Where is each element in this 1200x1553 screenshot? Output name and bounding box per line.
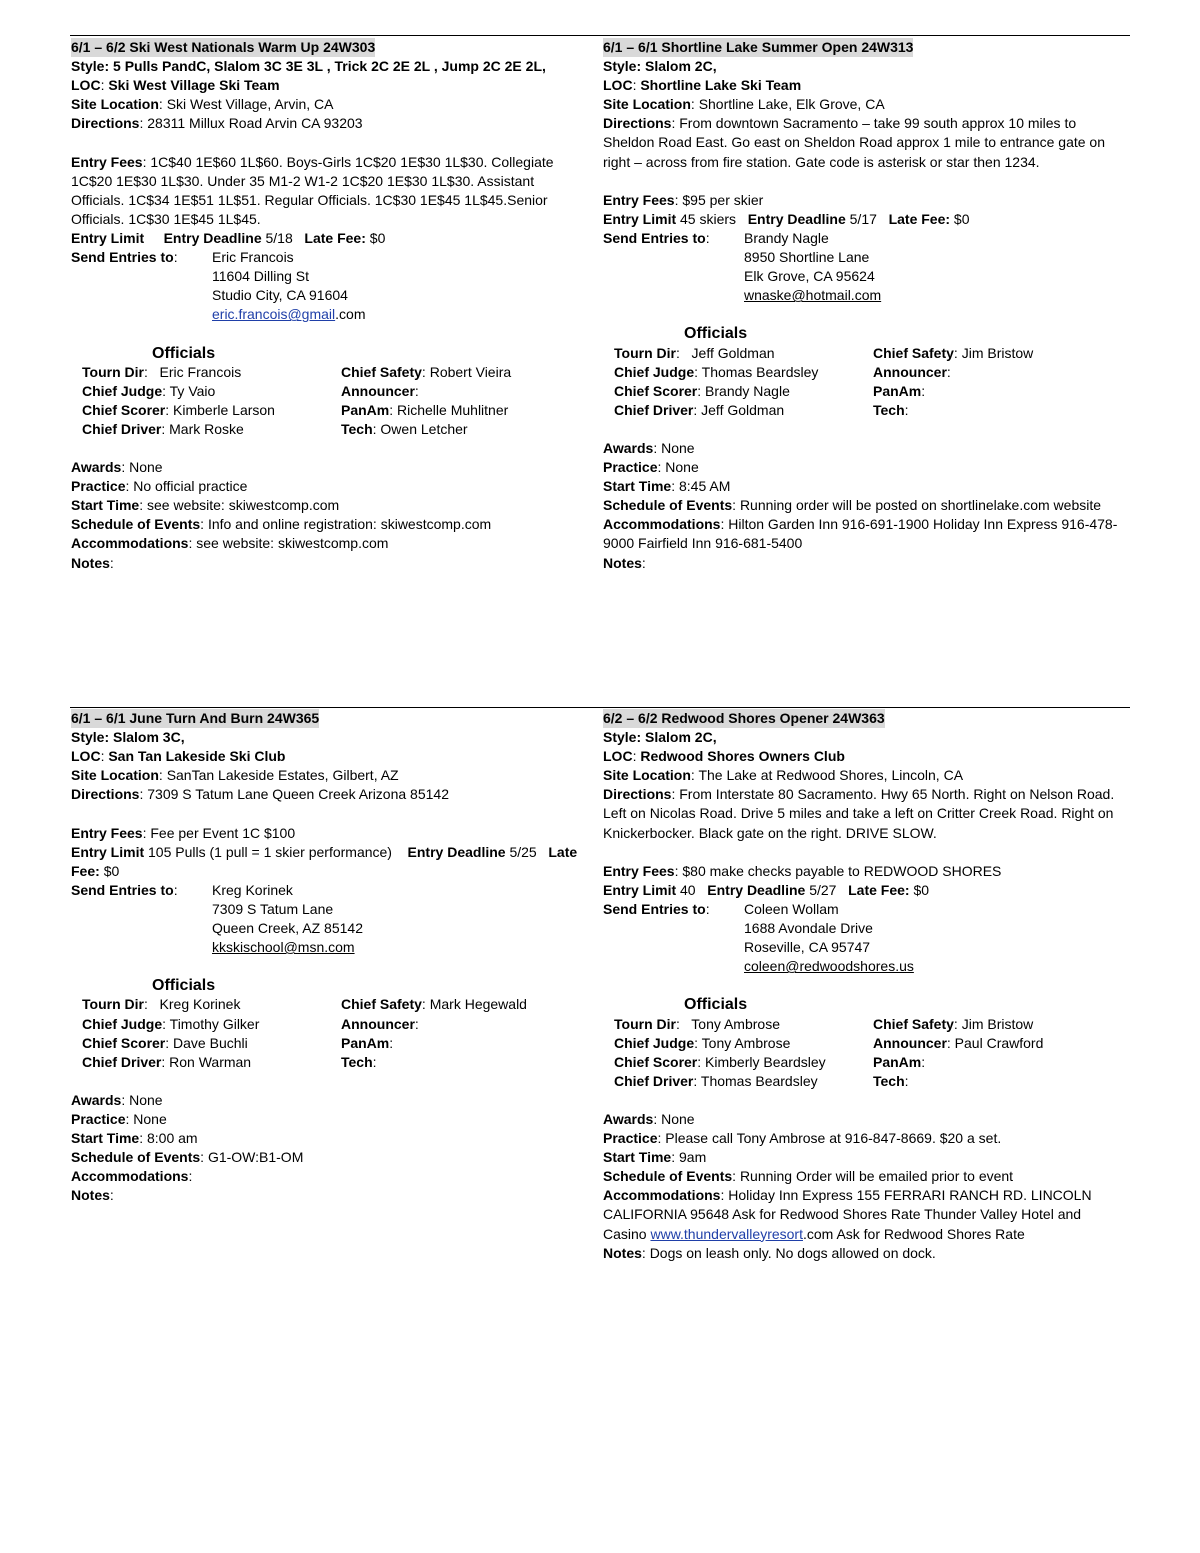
event-fees: Fee per Event 1C $100 <box>150 824 296 841</box>
event-style: Style: 5 Pulls PandC, Slalom 3C 3E 3L , Trick 2C 2E 2L , Jump 2C 2E 2L, <box>71 58 546 75</box>
event-style: Style: Slalom 2C, <box>603 58 717 75</box>
practice: None <box>133 1110 167 1127</box>
send-city: Queen Creek, AZ 85142 <box>212 920 363 937</box>
chief-scorer: Kimberly Beardsley <box>705 1053 826 1070</box>
send-city: Roseville, CA 95747 <box>744 939 871 956</box>
event-late-fee: $0 <box>913 881 930 898</box>
event-deadline: 5/27 <box>809 881 837 898</box>
send-city: Elk Grove, CA 95624 <box>744 268 875 285</box>
event-directions: 28311 Millux Road Arvin CA 93203 <box>147 115 363 132</box>
chief-driver: Thomas Beardsley <box>700 1072 818 1089</box>
event-loc: Ski West Village Ski Team <box>108 77 280 94</box>
schedule: Running Order will be emailed prior to event <box>739 1168 1014 1185</box>
chief-judge: Thomas Beardsley <box>701 363 819 380</box>
event-site: Shortline Lake, Elk Grove, CA <box>698 96 885 113</box>
awards: None <box>129 1091 163 1108</box>
event-ski-west-nationals: 6/1 – 6/2 Ski West Nationals Warm Up 24W303 Style: 5 Pulls PandC, Slalom 3C 3E 3L , Trick 2C 2E 2L , Jump 2C 2E 2L, LOC: Ski West Village Ski Team Site Location: Ski West Village, Arvin, CA Directions: 28311 Millux Road Arvin CA 93203 Entry Fees: 1C$40 1E$60 1L$60. Boys-Girls 1C$20 1E$30 1L$30. Collegiate 1C$20 1E$30 1L$30. Under 35 M1-2 W1-2 1C$20 1E$30 1L$30. Assistant Officials. 1C$34 1E$51 1L$51. Regular Officials. 1C$30 1E$45 1L$45.Senior Officials. 1C$30 1E$45 1L$45. Entry Limit Entry Deadline 5/18 Late Fee: $0 Send Entries to: Eric Francois 11604 Dilling St Studio City, CA 91604 eric.francois@gmail.com Officials Tourn Dir: Eric Francois Chief Safety: Robert Vieira Chief Judge: Ty Vaio Announcer: Chief Scorer: Kimberle Larson PanAm: Richelle Muhlitner Chief Driver: Mark Roske Tech: Owen Letcher Awards: None Practice: No official practice Start Time: see website: skiwestcomp.com Schedule of Events: Info and online registration: skiwestcomp.com Accommodations: see website: skiwestcomp.com Notes: <box>71 38 591 573</box>
event-style: Style: Slalom 2C, <box>603 729 717 746</box>
send-street: 8950 Shortline Lane <box>744 249 870 266</box>
event-site: Ski West Village, Arvin, CA <box>166 96 334 113</box>
tourn-dir: Jeff Goldman <box>691 344 775 361</box>
officials-heading: Officials <box>152 344 216 362</box>
chief-scorer: Kimberle Larson <box>173 401 275 418</box>
event-shortline-lake: 6/1 – 6/1 Shortline Lake Summer Open 24W313 Style: Slalom 2C, LOC: Shortline Lake Ski Team Site Location: Shortline Lake, Elk Grove, CA Directions: From downtown Sacramento – take 99 south approx 10 miles to Sheldon Road East. Go east on Sheldon Road approx 1 mile to entrance gate on right – across from fire station. Gate code is asterisk or star then 1234. Entry Fees: $95 per skier Entry Limit 45 skiers Entry Deadline 5/17 Late Fee: $0 Send Entries to: Brandy Nagle 8950 Shortline Lane Elk Grove, CA 95624 wnaske@hotmail.com Officials Tourn Dir: Jeff Goldman Chief Safety: Jim Bristow Chief Judge: Thomas Beardsley Announcer: Chief Scorer: Brandy Nagle PanAm: Chief Driver: Jeff Goldman Tech: Awards: None Practice: None Start Time: 8:45 AM Schedule of Events: Running order will be posted on shortlinelake.com website Accommodations: Hilton Garden Inn 916-691-1900 Holiday Inn Express 916-478-9000 Fairfield Inn 916-681-5400 Notes: <box>603 38 1123 573</box>
event-fees: $80 make checks payable to REDWOOD SHORES <box>682 862 1002 879</box>
event-deadline: 5/25 <box>509 843 537 860</box>
event-fees: $95 per skier <box>682 191 764 208</box>
event-title: 6/2 – 6/2 Redwood Shores Opener 24W363 <box>603 709 885 728</box>
send-name: Brandy Nagle <box>744 229 829 246</box>
accommodations: Hilton Garden Inn 916-691-1900 Holiday Inn Express 916-478-9000 Fairfield Inn 916-681-5400 <box>603 516 1118 552</box>
practice: No official practice <box>133 478 248 495</box>
chief-judge: Timothy Gilker <box>169 1015 260 1032</box>
event-directions: 7309 S Tatum Lane Queen Creek Arizona 85142 <box>147 786 449 803</box>
officials-heading: Officials <box>684 325 748 343</box>
event-limit: 105 Pulls (1 pull = 1 skier performance) <box>148 843 392 860</box>
start-time: 8:45 AM <box>679 478 731 495</box>
send-entries: Send Entries to: Coleen Wollam 1688 Avondale Drive Roseville, CA 95747 coleen@redwoodshores.us <box>603 900 1123 976</box>
send-street: 11604 Dilling St <box>212 268 310 285</box>
send-email-link[interactable]: coleen@redwoodshores.us <box>744 958 914 975</box>
chief-safety: Robert Vieira <box>429 363 512 380</box>
awards: None <box>661 1110 695 1127</box>
event-loc: San Tan Lakeside Ski Club <box>108 748 286 765</box>
event-directions: From downtown Sacramento – take 99 south approx 10 miles to Sheldon Road East. Go east on Sheldon Road approx 1 mile to entrance gate on right – across from fire station. Gate code is asterisk or star then 1234. <box>603 115 1106 170</box>
start-time: 9am <box>679 1149 707 1166</box>
schedule: Running order will be posted on shortlinelake.com website <box>739 497 1102 514</box>
officials-grid: Tourn Dir: Eric Francois Chief Safety: Robert Vieira Chief Judge: Ty Vaio Announcer: Chief Scorer: Kimberle Larson PanAm: Richelle Muhlitner Chief Driver: Mark Roske Tech: Owen Letcher <box>82 363 512 437</box>
chief-safety: Mark Hegewald <box>429 996 527 1013</box>
event-june-turn-and-burn: 6/1 – 6/1 June Turn And Burn 24W365 Style: Slalom 3C, LOC: San Tan Lakeside Ski Club Site Location: SanTan Lakeside Estates, Gilbert, AZ Directions: 7309 S Tatum Lane Queen Creek Arizona 85142 Entry Fees: Fee per Event 1C $100 Entry Limit 105 Pulls (1 pull = 1 skier performance) Entry Deadline 5/25 Late Fee: $0 Send Entries to: Kreg Korinek 7309 S Tatum Lane Queen Creek, AZ 85142 kkskischool@msn.com Officials Tourn Dir: Kreg Korinek Chief Safety: Mark Hegewald Chief Judge: Timothy Gilker Announcer: Chief Scorer: Dave Buchli PanAm: Chief Driver: Ron Warman Tech: Awards: None Practice: None Start Time: 8:00 am Schedule of Events: G1-OW:B1-OM Accommodations: Notes: <box>71 709 591 1205</box>
officials-heading: Officials <box>684 996 748 1014</box>
accommodations: see website: skiwestcomp.com <box>196 535 389 552</box>
event-title: 6/1 – 6/1 June Turn And Burn 24W365 <box>71 709 319 728</box>
officials-grid: Tourn Dir: Tony Ambrose Chief Safety: Jim Bristow Chief Judge: Tony Ambrose Announcer: Paul Crawford Chief Scorer: Kimberly Beardsley PanAm: Chief Driver: Thomas Beardsley Tech: <box>614 1015 1044 1089</box>
chief-safety: Jim Bristow <box>961 344 1034 361</box>
event-late-fee: $0 <box>369 229 386 246</box>
panam: Richelle Muhlitner <box>397 401 509 418</box>
send-name: Eric Francois <box>212 249 294 266</box>
start-time: see website: skiwestcomp.com <box>147 497 340 514</box>
awards: None <box>129 459 163 476</box>
event-deadline: 5/17 <box>849 210 877 227</box>
notes: Dogs on leash only. No dogs allowed on dock. <box>649 1244 936 1261</box>
practice: Please call Tony Ambrose at 916-847-8669. $20 a set. <box>665 1130 1002 1147</box>
event-late-fee: $0 <box>103 862 120 879</box>
event-loc: Shortline Lake Ski Team <box>640 77 802 94</box>
send-entries: Send Entries to: Brandy Nagle 8950 Shortline Lane Elk Grove, CA 95624 wnaske@hotmail.com <box>603 229 1123 305</box>
chief-driver: Ron Warman <box>169 1053 252 1070</box>
send-email-link[interactable]: kkskischool@msn.com <box>212 939 355 956</box>
event-limit: 40 <box>680 881 696 898</box>
chief-judge: Tony Ambrose <box>701 1034 791 1051</box>
chief-scorer: Brandy Nagle <box>705 382 790 399</box>
event-loc: Redwood Shores Owners Club <box>640 748 845 765</box>
event-title: 6/1 – 6/2 Ski West Nationals Warm Up 24W303 <box>71 38 375 57</box>
middle-rule <box>70 707 1130 708</box>
practice: None <box>665 459 699 476</box>
send-street: 7309 S Tatum Lane <box>212 900 334 917</box>
event-fees: 1C$40 1E$60 1L$60. Boys-Girls 1C$20 1E$30 1L$30. Collegiate 1C$20 1E$30 1L$30. Under 35 M1-2 W1-2 1C$20 1E$30 1L$30. Assistant Officials. 1C$34 1E$51 1L$51. Regular Officials. 1C$30 1E$45 1L$45.Senior Officials. 1C$30 1E$45 1L$45. <box>71 153 554 227</box>
officials-grid: Tourn Dir: Kreg Korinek Chief Safety: Mark Hegewald Chief Judge: Timothy Gilker Announcer: Chief Scorer: Dave Buchli PanAm: Chief Driver: Ron Warman Tech: <box>82 996 527 1070</box>
schedule: Info and online registration: skiwestcomp.com <box>207 516 492 533</box>
tourn-dir: Kreg Korinek <box>159 996 241 1013</box>
chief-scorer: Dave Buchli <box>173 1034 248 1051</box>
chief-driver: Jeff Goldman <box>701 401 785 418</box>
event-style: Style: Slalom 3C, <box>71 729 185 746</box>
accommodations: Holiday Inn Express 155 FERRARI RANCH RD. LINCOLN CALIFORNIA 95648 Ask for Redwood Shores Rate Thunder Valley Hotel and Casino <box>603 1187 1092 1242</box>
announcer: Paul Crawford <box>954 1034 1044 1051</box>
event-directions: From Interstate 80 Sacramento. Hwy 65 North. Right on Nelson Road. Left on Nicolas Road. Drive 5 miles and take a left on Critter Creek Road. Right on Knickerbocker. Black gate on the right. DRIVE SLOW. <box>603 786 1115 841</box>
event-limit: 45 skiers <box>680 210 737 227</box>
send-email-link[interactable]: eric.francois@gmail <box>212 306 336 323</box>
thundervalley-link[interactable]: www.thundervalleyresort <box>650 1225 803 1242</box>
chief-driver: Mark Roske <box>169 420 244 437</box>
chief-safety: Jim Bristow <box>961 1015 1034 1032</box>
send-name: Coleen Wollam <box>744 900 839 917</box>
send-street: 1688 Avondale Drive <box>744 920 873 937</box>
event-late-fee: $0 <box>953 210 970 227</box>
top-rule <box>70 35 1130 36</box>
schedule: G1-OW:B1-OM <box>207 1149 304 1166</box>
event-title: 6/1 – 6/1 Shortline Lake Summer Open 24W313 <box>603 38 913 57</box>
officials-grid: Tourn Dir: Jeff Goldman Chief Safety: Jim Bristow Chief Judge: Thomas Beardsley Announcer: Chief Scorer: Brandy Nagle PanAm: Chief Driver: Jeff Goldman Tech: <box>614 344 1034 418</box>
event-site: The Lake at Redwood Shores, Lincoln, CA <box>698 767 964 784</box>
event-redwood-shores-opener: 6/2 – 6/2 Redwood Shores Opener 24W363 Style: Slalom 2C, LOC: Redwood Shores Owners Club Site Location: The Lake at Redwood Shores, Lincoln, CA Directions: From Interstate 80 Sacramento. Hwy 65 North. Right on Nelson Road. Left on Nicolas Road. Drive 5 miles and take a left on Critter Creek Road. Right on Knickerbocker. Black gate on the right. DRIVE SLOW. Entry Fees: $80 make checks payable to REDWOOD SHORES Entry Limit 40 Entry Deadline 5/27 Late Fee: $0 Send Entries to: Coleen Wollam 1688 Avondale Drive Roseville, CA 95747 coleen@redwoodshores.us Officials Tourn Dir: Tony Ambrose Chief Safety: Jim Bristow Chief Judge: Tony Ambrose Announcer: Paul Crawford Chief Scorer: Kimberly Beardsley PanAm: Chief Driver: Thomas Beardsley Tech: Awards: None Practice: Please call Tony Ambrose at 916-847-8669. $20 a set. Start Time: 9am Schedule of Events: Running Order will be emailed prior to event Accommodations: Holiday Inn Express 155 FERRARI RANCH RD. LINCOLN CALIFORNIA 95648 Ask for Redwood Shores Rate Thunder Valley Hotel and Casino www.thundervalleyresort.com Ask for Redwood Shores Rate Notes: Dogs on leash only. No dogs allowed on dock. <box>603 709 1123 1263</box>
awards: None <box>661 439 695 456</box>
event-deadline: 5/18 <box>265 229 293 246</box>
send-email-link[interactable]: wnaske@hotmail.com <box>744 287 882 304</box>
chief-judge: Ty Vaio <box>169 382 216 399</box>
officials-heading: Officials <box>152 977 216 995</box>
tourn-dir: Tony Ambrose <box>691 1015 780 1032</box>
send-name: Kreg Korinek <box>212 881 293 898</box>
start-time: 8:00 am <box>147 1130 198 1147</box>
tech: Owen Letcher <box>380 420 468 437</box>
send-entries: Send Entries to: Kreg Korinek 7309 S Tatum Lane Queen Creek, AZ 85142 kkskischool@msn.com <box>71 881 591 957</box>
send-entries: Send Entries to: Eric Francois 11604 Dilling St Studio City, CA 91604 eric.francois@gmail.com <box>71 248 591 324</box>
event-site: SanTan Lakeside Estates, Gilbert, AZ <box>166 767 399 784</box>
tourn-dir: Eric Francois <box>159 363 242 380</box>
send-city: Studio City, CA 91604 <box>212 287 348 304</box>
